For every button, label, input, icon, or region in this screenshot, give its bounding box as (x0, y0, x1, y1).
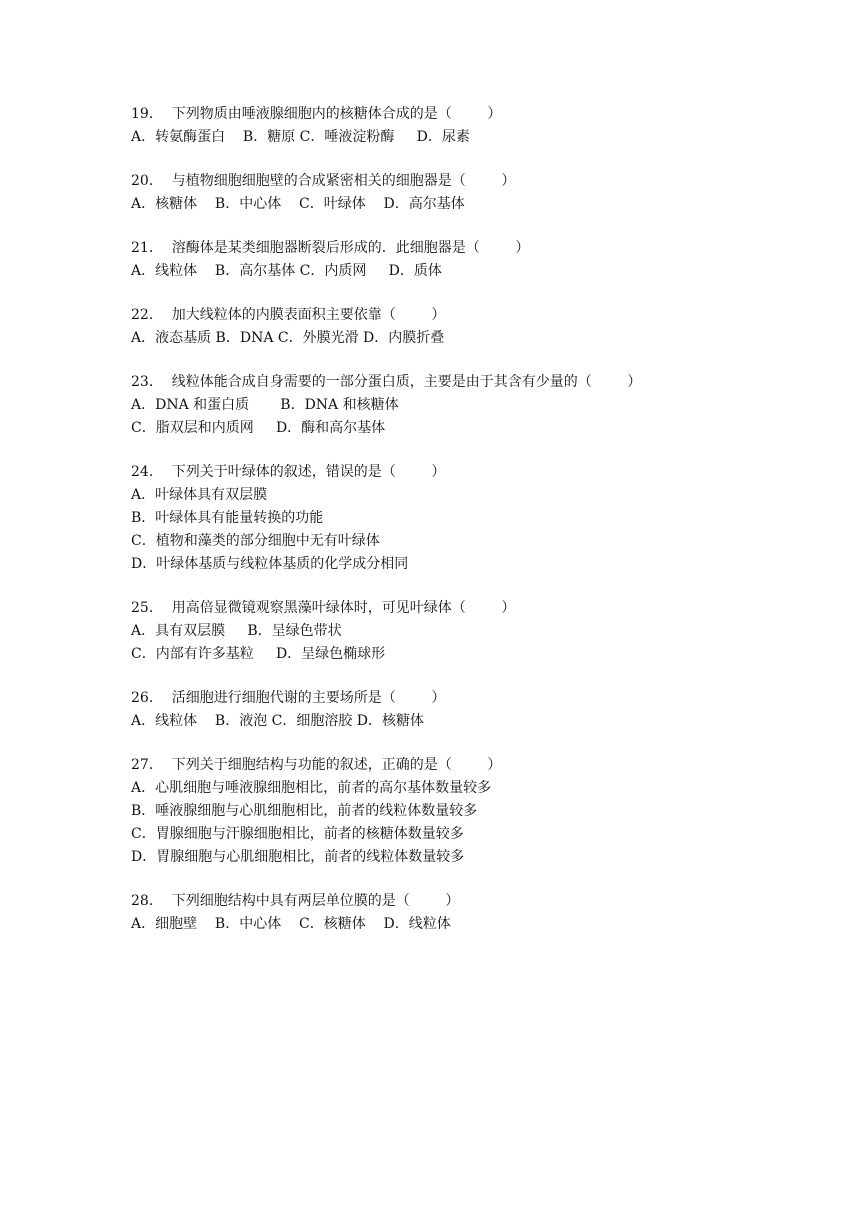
question-option: A．心肌细胞与唾液腺细胞相比，前者的高尔基体数量较多 (131, 780, 492, 796)
question-options: C．脂双层和内质网 D．酶和高尔基体 (131, 420, 386, 436)
question-23 (131, 371, 771, 440)
question-stem: 24． 下列关于叶绿体的叙述，错误的是（ ） (131, 464, 446, 480)
question-options: A．线粒体 B．液泡 C．细胞溶胶 D．核糖体 (131, 713, 425, 729)
question-options: A．线粒体 B．高尔基体 C．内质网 D．质体 (131, 263, 442, 279)
question-20 (131, 170, 771, 216)
question-option: D．胃腺细胞与心肌细胞相比，前者的线粒体数量较多 (131, 849, 465, 865)
question-28 (131, 890, 771, 936)
question-stem: 27． 下列关于细胞结构与功能的叙述，正确的是（ ） (131, 757, 502, 773)
question-stem: 25． 用高倍显微镜观察黑藻叶绿体时，可见叶绿体（ ） (131, 600, 516, 616)
question-stem: 28． 下列细胞结构中具有两层单位膜的是（ ） (131, 893, 460, 909)
question-22 (131, 304, 771, 350)
question-stem: 19． 下列物质由唾液腺细胞内的核糖体合成的是（ ） (131, 106, 502, 122)
question-19 (131, 103, 771, 149)
question-27 (131, 754, 771, 869)
question-options: C．内部有许多基粒 D．呈绿色椭球形 (131, 646, 386, 662)
question-26 (131, 687, 771, 733)
question-options: A．核糖体 B．中心体 C．叶绿体 D．高尔基体 (131, 196, 465, 212)
question-21 (131, 237, 771, 283)
question-options: A．DNA 和蛋白质 B．DNA 和核糖体 (131, 397, 399, 413)
question-options: A．液态基质 B．DNA C．外膜光滑 D．内膜折叠 (131, 330, 445, 346)
question-option: D．叶绿体基质与线粒体基质的化学成分相同 (131, 556, 409, 572)
question-option: C．胃腺细胞与汗腺细胞相比，前者的核糖体数量较多 (131, 826, 464, 842)
question-option: B．叶绿体具有能量转换的功能 (131, 510, 324, 526)
question-option: B．唾液腺细胞与心肌细胞相比，前者的线粒体数量较多 (131, 803, 478, 819)
question-stem: 21． 溶酶体是某类细胞器断裂后形成的．此细胞器是（ ） (131, 240, 530, 256)
question-options: A．具有双层膜 B．呈绿色带状 (131, 623, 342, 639)
question-options: A．转氨酶蛋白 B．糖原 C．唾液淀粉酶 D．尿素 (131, 129, 470, 145)
question-option: A．叶绿体具有双层膜 (131, 487, 268, 503)
question-stem: 26． 活细胞进行细胞代谢的主要场所是（ ） (131, 690, 446, 706)
question-list (131, 103, 771, 957)
question-25 (131, 597, 771, 666)
question-24 (131, 461, 771, 576)
question-stem: 23． 线粒体能合成自身需要的一部分蛋白质，主要是由于其含有少量的（ ） (131, 374, 642, 390)
question-option: C．植物和藻类的部分细胞中无有叶绿体 (131, 533, 380, 549)
question-options: A．细胞壁 B．中心体 C．核糖体 D．线粒体 (131, 916, 451, 932)
question-stem: 22． 加大线粒体的内膜表面积主要依靠（ ） (131, 307, 446, 323)
question-stem: 20． 与植物细胞细胞壁的合成紧密相关的细胞器是（ ） (131, 173, 516, 189)
